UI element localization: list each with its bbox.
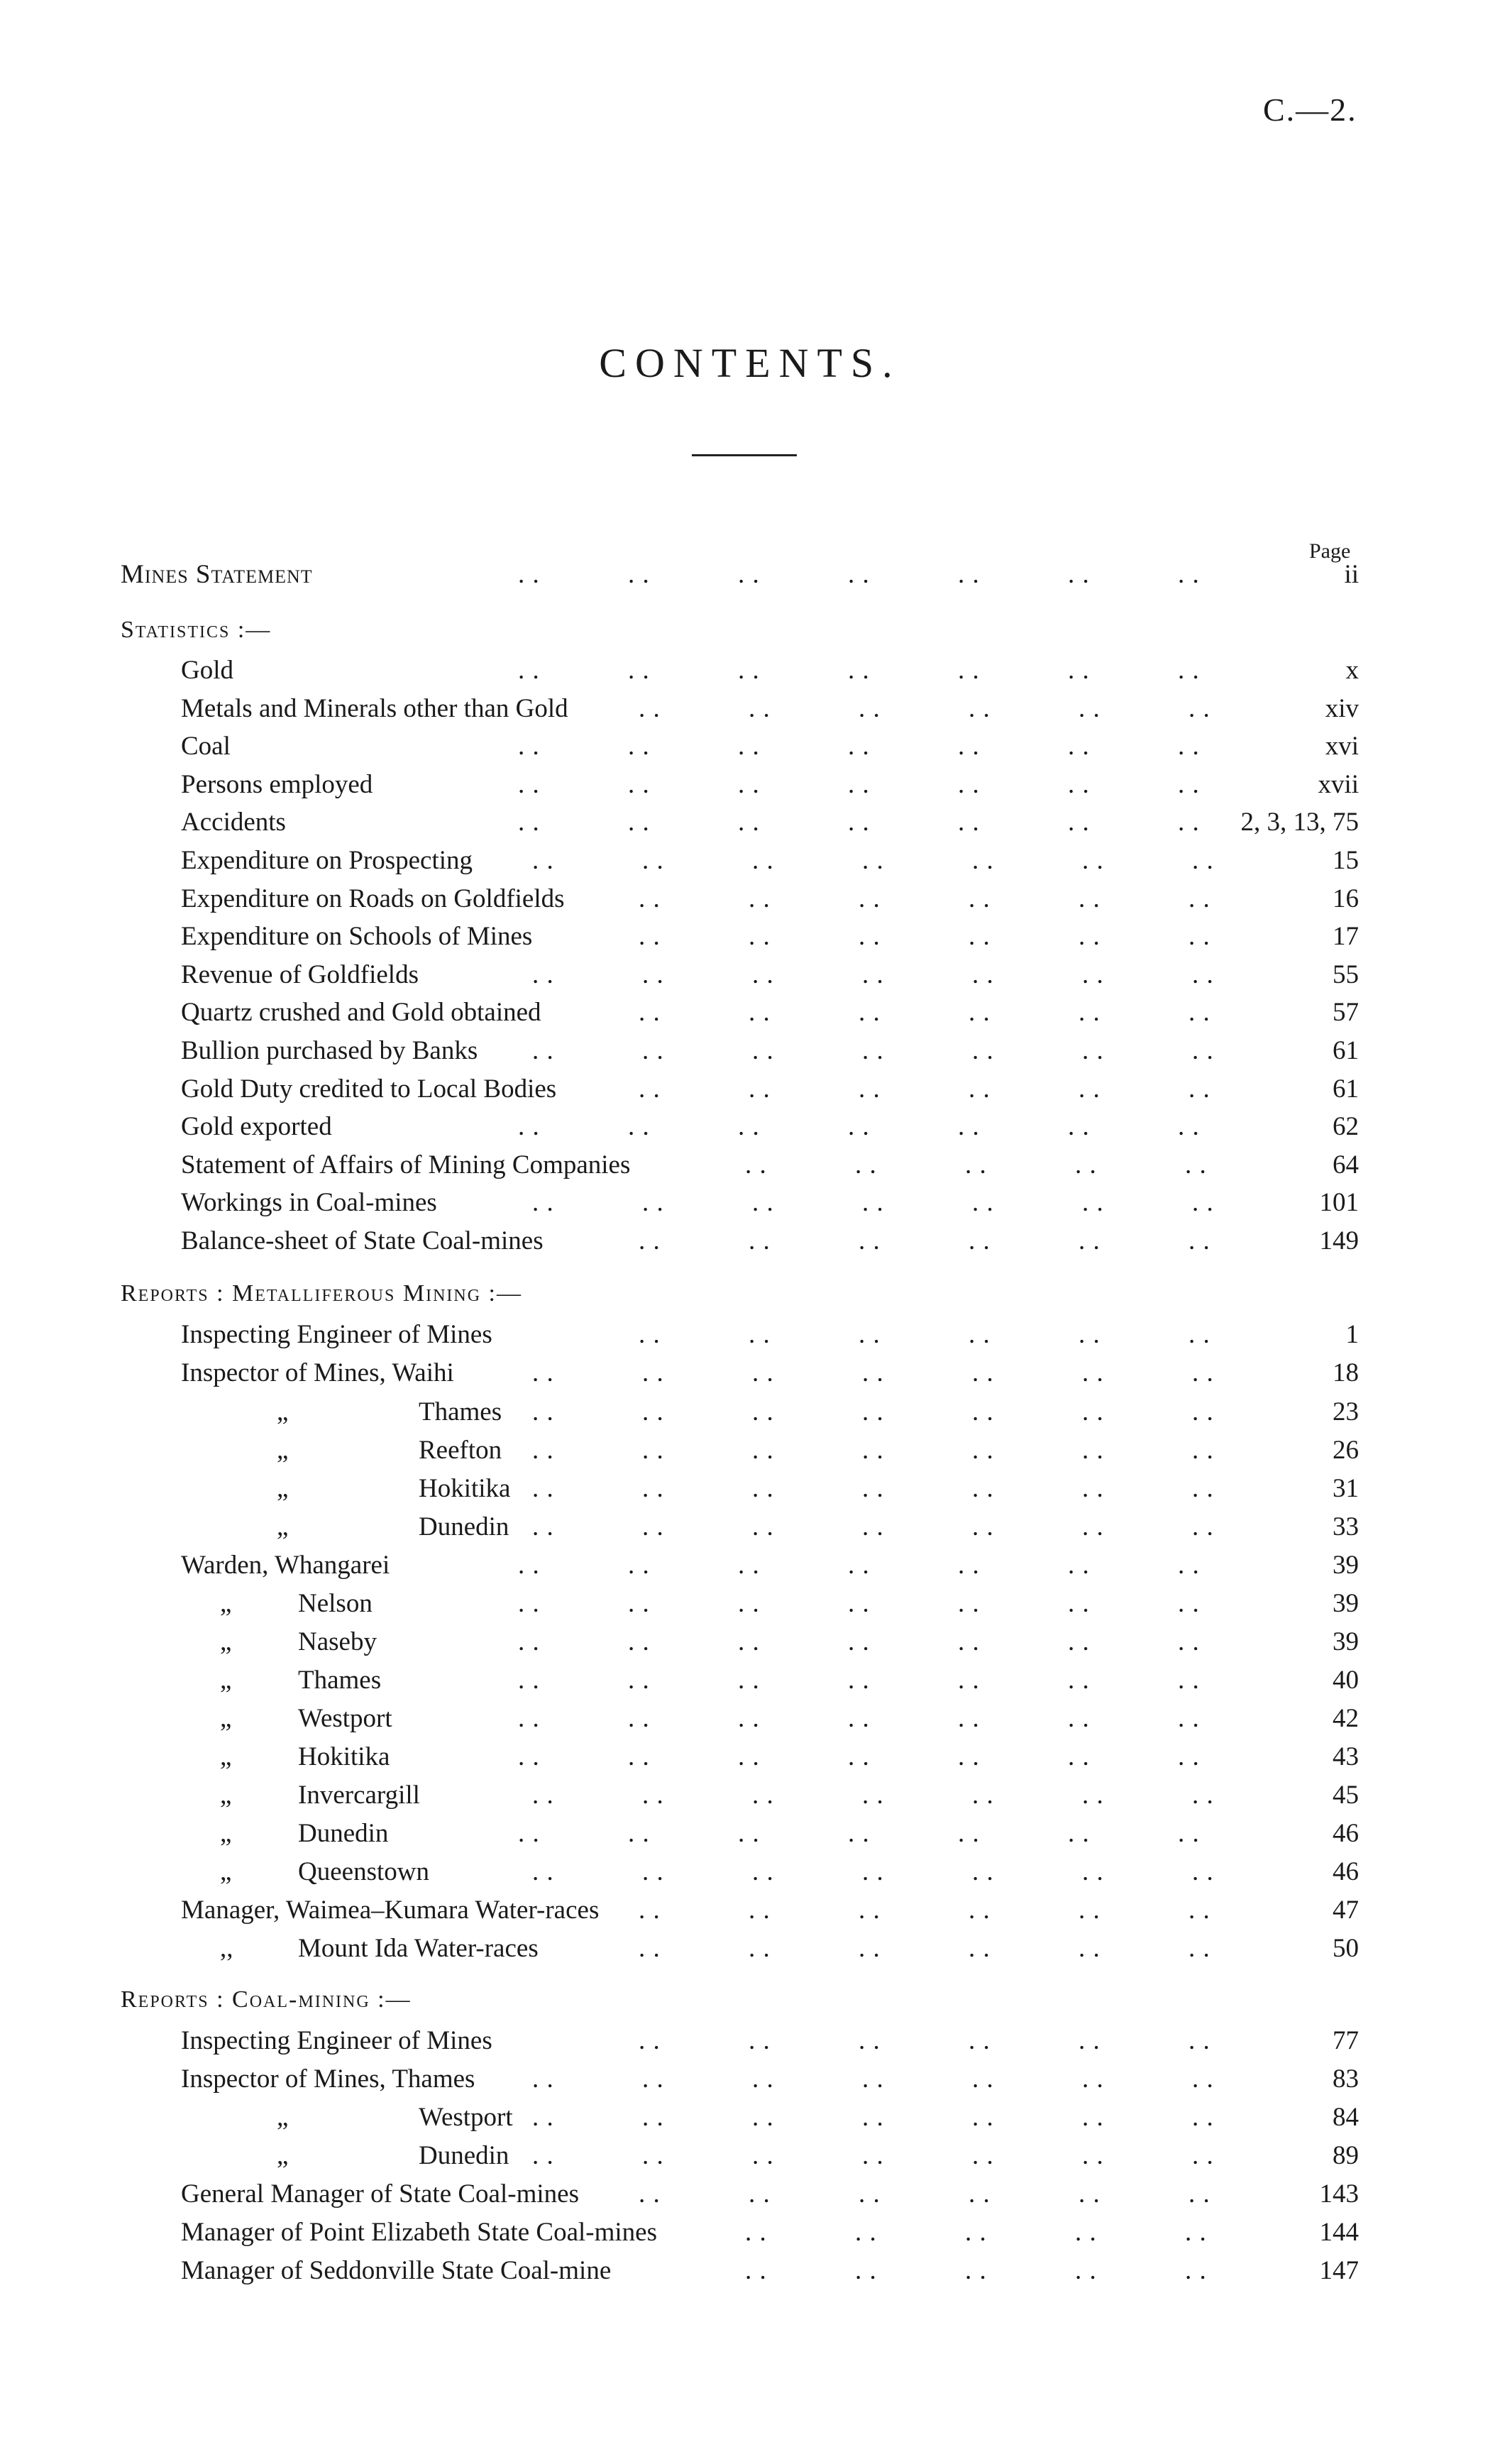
toc-entry	[121, 1032, 1359, 1070]
entry-title: Thames	[419, 1397, 502, 1426]
dot-leader: . . . . . . . . . . . . . .	[532, 1358, 1214, 1387]
toc-entry	[121, 1184, 1359, 1222]
dot-leader: . . . . . . . . . . . . . .	[518, 770, 1200, 799]
page-number: xvii	[1318, 770, 1359, 799]
page-number: 84	[1333, 2103, 1359, 2132]
toc-entry	[121, 1393, 1359, 1431]
toc-entry	[121, 1661, 1359, 1700]
page-number: 23	[1333, 1397, 1359, 1426]
toc-entry	[121, 880, 1359, 918]
ditto-mark: „	[220, 1857, 232, 1886]
entry-title: Gold Duty credited to Local Bodies	[181, 1074, 557, 1104]
dot-leader: . . . . . . . . . . . . . .	[532, 846, 1214, 875]
ditto-mark: „	[277, 2141, 289, 2170]
page-number: xiv	[1325, 694, 1359, 723]
page-number: 18	[1333, 1358, 1359, 1387]
entry-title: Coal	[181, 732, 231, 761]
ditto-mark: ,,	[220, 1934, 233, 1963]
page-number: 39	[1333, 1551, 1359, 1580]
dot-leader: . . . . . . . . . . . . . .	[518, 1112, 1200, 1141]
toc-entry	[121, 918, 1359, 956]
page-number: 144	[1319, 2218, 1359, 2247]
entry-title: Thames	[298, 1666, 382, 1695]
dot-leader: . . . . . . . . . . . . . .	[532, 2064, 1214, 2094]
entry-title: Manager of Point Elizabeth State Coal-mines	[181, 2218, 657, 2247]
page-number: 61	[1333, 1074, 1359, 1104]
page-number: 17	[1333, 922, 1359, 951]
dot-leader: . . . . . . . . . .	[745, 1150, 1207, 1179]
ditto-mark: „	[220, 1742, 232, 1771]
toc-entry	[121, 956, 1359, 994]
dot-leader: . . . . . . . . . . . .	[639, 998, 1211, 1027]
entry-title: Accidents	[181, 808, 286, 837]
toc-entry	[121, 1930, 1359, 1968]
page-number: 1	[1345, 1320, 1359, 1349]
page-number: 101	[1319, 1188, 1359, 1217]
page-number: 143	[1319, 2179, 1359, 2209]
page-reference: C.—2.	[1263, 92, 1357, 128]
toc-entry	[121, 1508, 1359, 1546]
entry-title: Mount Ida Water-races	[298, 1934, 539, 1963]
dot-leader: . . . . . . . . . . . . . .	[532, 1036, 1214, 1065]
dot-leader: . . . . . . . . . . . . . .	[532, 1188, 1214, 1217]
dot-leader: . . . . . . . . . . . . . .	[532, 1781, 1214, 1810]
toc-entry	[121, 1776, 1359, 1815]
toc-entry	[121, 727, 1359, 766]
entry-title: Warden, Whangarei	[181, 1551, 390, 1580]
dot-leader: . . . . . . . . . . . .	[639, 1074, 1211, 1104]
dot-leader: . . . . . . . . . . . .	[639, 1934, 1211, 1963]
toc-entry	[121, 2060, 1359, 2099]
toc-entry	[121, 2252, 1359, 2290]
entry-title: Gold	[181, 656, 233, 685]
entry-title: General Manager of State Coal-mines	[181, 2179, 579, 2209]
entry-title: Inspector of Mines, Waihi	[181, 1358, 454, 1387]
toc-entry	[121, 1891, 1359, 1930]
section-heading: Reports : Coal-mining :—	[121, 1986, 412, 2013]
dot-leader: . . . . . . . . . . . .	[639, 922, 1211, 951]
ditto-mark: „	[220, 1627, 232, 1656]
page-number: xvi	[1325, 732, 1359, 761]
page-number: 149	[1319, 1226, 1359, 1255]
dot-leader: . . . . . . . . . . . . . .	[518, 1742, 1200, 1771]
dot-leader: . . . . . . . . . . . .	[639, 1896, 1211, 1925]
page-number: 15	[1333, 846, 1359, 875]
toc-entry	[121, 651, 1359, 690]
ditto-mark: „	[220, 1819, 232, 1848]
page-number: 64	[1333, 1150, 1359, 1179]
toc-entry	[121, 1585, 1359, 1623]
dot-leader: . . . . . . . . . . . . . .	[532, 1436, 1214, 1465]
page-number: 26	[1333, 1436, 1359, 1465]
entry-title: Hokitika	[298, 1742, 390, 1771]
dot-leader: . . . . . . . . . . . . . .	[532, 1512, 1214, 1541]
entry-title: Quartz crushed and Gold obtained	[181, 998, 541, 1027]
page-number: 89	[1333, 2141, 1359, 2170]
page-number: 47	[1333, 1896, 1359, 1925]
page-number: 83	[1333, 2064, 1359, 2094]
entry-title: Expenditure on Schools of Mines	[181, 922, 533, 951]
entry-title: Westport	[298, 1704, 392, 1733]
dot-leader: . . . . . . . . . . . . . .	[518, 560, 1200, 589]
ditto-mark: „	[220, 1666, 232, 1695]
toc-entry	[121, 1470, 1359, 1508]
toc-entry	[121, 1222, 1359, 1260]
page-number: 2, 3, 13, 75	[1240, 808, 1359, 837]
dot-leader: . . . . . . . . . . . . . .	[518, 1551, 1200, 1580]
entry-title: Revenue of Goldfields	[181, 960, 419, 989]
toc-entry	[121, 2175, 1359, 2213]
page-number: 45	[1333, 1781, 1359, 1810]
page-number: 55	[1333, 960, 1359, 989]
entry-title: Dunedin	[298, 1819, 389, 1848]
page-column-label: Page	[1309, 539, 1351, 563]
entry-title: Workings in Coal-mines	[181, 1188, 437, 1217]
entry-title: Manager of Seddonville State Coal-mine	[181, 2256, 612, 2285]
toc-entry	[121, 1738, 1359, 1776]
entry-title: Naseby	[298, 1627, 377, 1656]
page-number: 39	[1333, 1589, 1359, 1618]
section-heading: Statistics :—	[121, 617, 272, 643]
dot-leader: . . . . . . . . . . . . . .	[518, 1589, 1200, 1618]
entry-title: Gold exported	[181, 1112, 332, 1141]
dot-leader: . . . . . . . . . . . . . .	[532, 1857, 1214, 1886]
entry-title: Dunedin	[419, 1512, 509, 1541]
dot-leader: . . . . . . . . . .	[745, 2218, 1207, 2247]
page-number: 77	[1333, 2026, 1359, 2055]
entry-title: Statement of Affairs of Mining Companies	[181, 1150, 631, 1179]
dot-leader: . . . . . . . . . . . . . .	[518, 1704, 1200, 1733]
entry-title: Hokitika	[419, 1474, 511, 1503]
dot-leader: . . . . . . . . . . . .	[639, 694, 1211, 723]
toc-entry	[121, 1316, 1359, 1354]
page-number: 43	[1333, 1742, 1359, 1771]
ditto-mark: „	[277, 2103, 289, 2132]
entry-title: Reefton	[419, 1436, 502, 1465]
ditto-mark: „	[277, 1397, 289, 1426]
dot-leader: . . . . . . . . . . . . . .	[532, 2141, 1214, 2170]
toc-entry	[121, 1354, 1359, 1392]
page-number: 16	[1333, 884, 1359, 913]
toc-entry	[121, 1146, 1359, 1184]
toc-entry	[121, 1853, 1359, 1891]
dot-leader: . . . . . . . . . . . . . .	[518, 1627, 1200, 1656]
toc-entry	[121, 1623, 1359, 1661]
dot-leader: . . . . . . . . . . . . . .	[518, 1666, 1200, 1695]
dot-leader: . . . . . . . . . .	[745, 2256, 1207, 2285]
page-number: 46	[1333, 1857, 1359, 1886]
page-number: 147	[1319, 2256, 1359, 2285]
ditto-mark: „	[220, 1589, 232, 1618]
toc-entry	[121, 2137, 1359, 2175]
page-number: 57	[1333, 998, 1359, 1027]
dot-leader: . . . . . . . . . . . .	[639, 2179, 1211, 2209]
dot-leader: . . . . . . . . . . . . . .	[532, 2103, 1214, 2132]
toc-entry	[121, 994, 1359, 1032]
entry-title: Expenditure on Prospecting	[181, 846, 473, 875]
entry-title: Balance-sheet of State Coal-mines	[181, 1226, 544, 1255]
toc-entry	[121, 2213, 1359, 2252]
page-title: CONTENTS.	[599, 340, 901, 386]
toc-entry	[121, 2099, 1359, 2137]
dot-leader: . . . . . . . . . . . .	[639, 1320, 1211, 1349]
toc-entry	[121, 1070, 1359, 1109]
dot-leader: . . . . . . . . . . . . . .	[518, 732, 1200, 761]
page-number: ii	[1344, 560, 1359, 589]
page-number: x	[1345, 656, 1359, 685]
page-number: 33	[1333, 1512, 1359, 1541]
toc-entry	[121, 556, 1359, 594]
entry-title: Inspecting Engineer of Mines	[181, 1320, 492, 1349]
toc-entry	[121, 1431, 1359, 1470]
toc-entry	[121, 1546, 1359, 1585]
dot-leader: . . . . . . . . . . . .	[639, 884, 1211, 913]
page-number: 46	[1333, 1819, 1359, 1848]
ditto-mark: „	[277, 1512, 289, 1541]
dot-leader: . . . . . . . . . . . . . .	[532, 960, 1214, 989]
dot-leader: . . . . . . . . . . . .	[639, 1226, 1211, 1255]
entry-title: Westport	[419, 2103, 513, 2132]
page-number: 61	[1333, 1036, 1359, 1065]
toc-entry	[121, 842, 1359, 880]
entry-title: Mines Statement	[121, 560, 313, 589]
page-number: 62	[1333, 1112, 1359, 1141]
toc-entry	[121, 2022, 1359, 2060]
dot-leader: . . . . . . . . . . . .	[639, 2026, 1211, 2055]
entry-title: Invercargill	[298, 1781, 420, 1810]
toc-entry	[121, 1700, 1359, 1738]
ditto-mark: „	[277, 1436, 289, 1465]
entry-title: Manager, Waimea–Kumara Water-races	[181, 1896, 600, 1925]
dot-leader: . . . . . . . . . . . . . .	[518, 1819, 1200, 1848]
ditto-mark: „	[220, 1781, 232, 1810]
page-number: 50	[1333, 1934, 1359, 1963]
page-number: 39	[1333, 1627, 1359, 1656]
toc-entry	[121, 1108, 1359, 1146]
toc-entry	[121, 766, 1359, 804]
entry-title: Expenditure on Roads on Goldfields	[181, 884, 565, 913]
dot-leader: . . . . . . . . . . . . . .	[532, 1474, 1214, 1503]
entry-title: Inspecting Engineer of Mines	[181, 2026, 492, 2055]
entry-title: Bullion purchased by Banks	[181, 1036, 478, 1065]
dot-leader: . . . . . . . . . . . . . .	[518, 656, 1200, 685]
page-number: 31	[1333, 1474, 1359, 1503]
entry-title: Metals and Minerals other than Gold	[181, 694, 568, 723]
ditto-mark: „	[220, 1704, 232, 1733]
section-heading: Reports : Metalliferous Mining :—	[121, 1280, 522, 1307]
toc-entry	[121, 1815, 1359, 1853]
dot-leader: . . . . . . . . . . . . . .	[532, 1397, 1214, 1426]
entry-title: Queenstown	[298, 1857, 429, 1886]
dot-leader: . . . . . . . . . . . . . .	[518, 808, 1200, 837]
toc-entry	[121, 803, 1359, 842]
entry-title: Dunedin	[419, 2141, 509, 2170]
entry-title: Inspector of Mines, Thames	[181, 2064, 475, 2094]
toc-entry	[121, 690, 1359, 728]
ditto-mark: „	[277, 1474, 289, 1503]
page-number: 40	[1333, 1666, 1359, 1695]
page-number: 42	[1333, 1704, 1359, 1733]
entry-title: Nelson	[298, 1589, 373, 1618]
entry-title: Persons employed	[181, 770, 373, 799]
